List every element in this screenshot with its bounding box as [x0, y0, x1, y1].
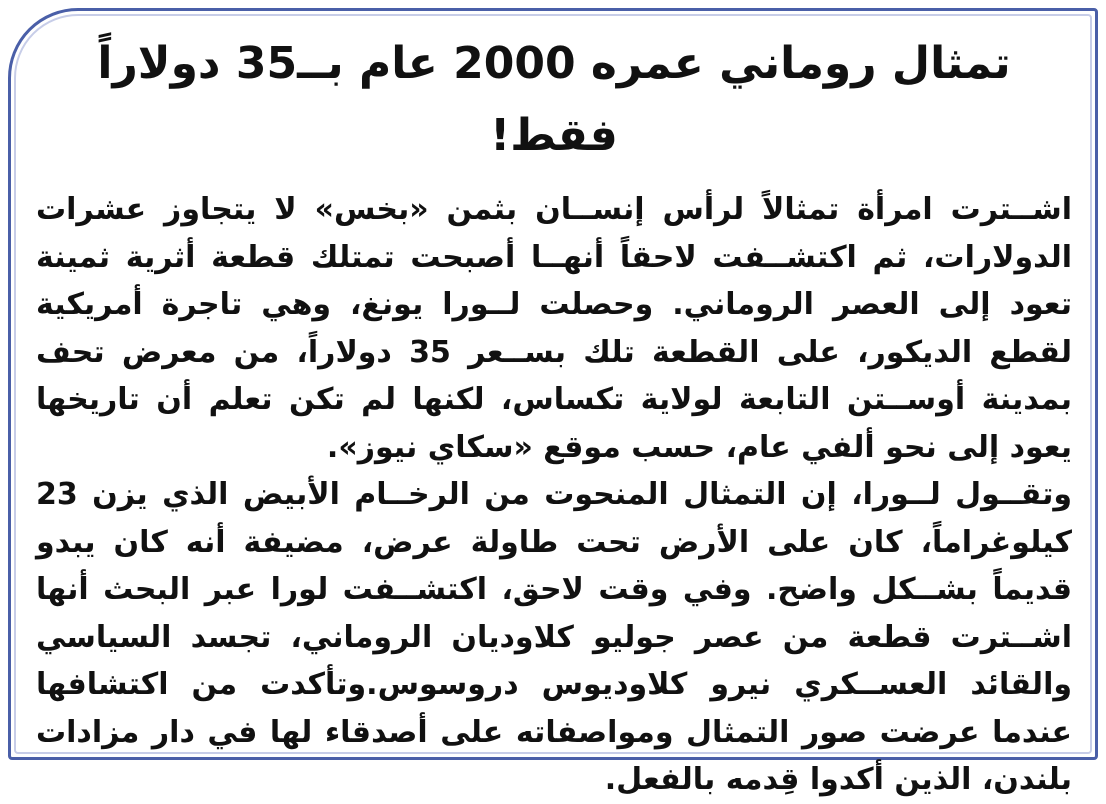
- article-paragraph-1: اشــترت امرأة تمثالاً لرأس إنســان بثمن «بخس» لا يتجاوز عشرات الدولارات، ثم اكتشــفت لاحقاً أنهــا أصبحت تمتلك قطعة أثرية ثمينة تعود إلى العصر الروماني. وحصلت لــورا يونغ، وهي تاجرة أمريكية لقطع الديكور، على القطعة تلك بســعر 35 دولاراً، من معرض تحف بمدينة أوســتن التابعة لولاية تكساس، لكنها لم تكن تعلم أن تاريخها يعود إلى نحو ألفي عام، حسب موقع «سكاي نيوز».: [36, 192, 1072, 465]
- article-paragraph-2: وتقــول لــورا، إن التمثال المنحوت من الرخــام الأبيض الذي يزن 23 كيلوغراماً، كان على الأرض تحت طاولة عرض، مضيفة أنه كان يبدو قديماً بشــكل واضح. وفي وقت لاحق، اكتشــفت لورا عبر البحث أنها اشــترت قطعة من عصر جوليو كلاوديان الروماني، تجسد السياسي والقائد العســكري نيرو كلاوديوس دروسوس.وتأكدت من اكتشافها عندما عرضت صور التمثال ومواصفاته على أصدقاء لها في دار مزادات بلندن، الذين أكدوا قِدمه بالفعل.: [36, 477, 1072, 797]
- article-headline: تمثال روماني عمره 2000 عام بــ35 دولاراً فقط!: [97, 38, 1011, 161]
- article-body: [36, 28, 1072, 804]
